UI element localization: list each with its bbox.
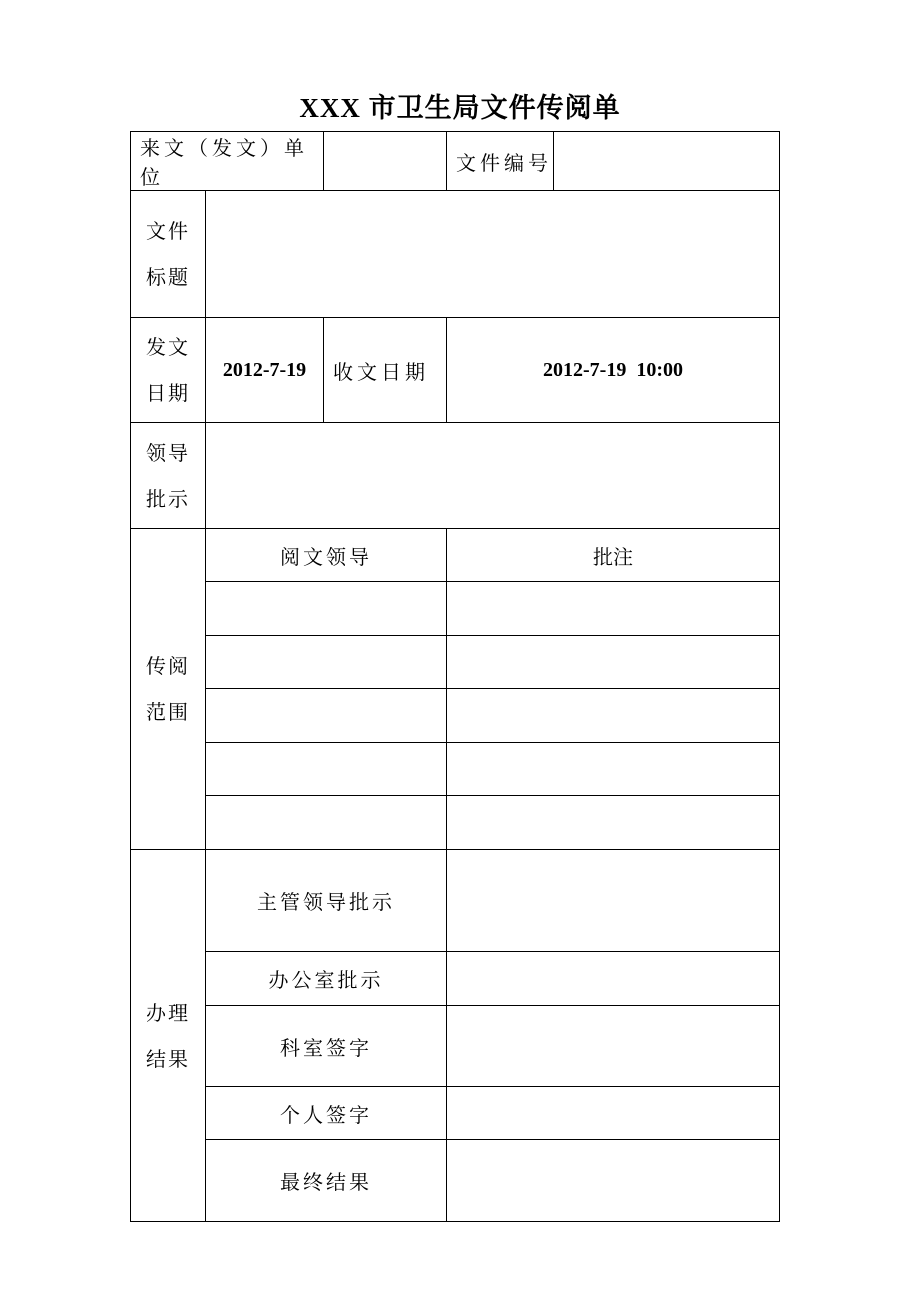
- row-dates: [131, 318, 780, 423]
- result-row-label: 科室签字: [206, 1006, 447, 1087]
- doc-number-field[interactable]: [554, 132, 780, 191]
- circulation-header-leader: 阅文领导: [206, 529, 447, 582]
- result-label-line2: 结果: [146, 1046, 190, 1071]
- doc-title-label-line1: 文件: [146, 219, 190, 243]
- circulation-form-table: [130, 131, 780, 1222]
- result-row-label: 办公室批示: [206, 952, 447, 1006]
- circulation-row: [131, 743, 780, 796]
- circulation-header-row: [131, 529, 780, 582]
- result-row-field[interactable]: [447, 952, 780, 1006]
- doc-title-field[interactable]: [206, 191, 780, 318]
- circulation-note-field[interactable]: [447, 796, 780, 850]
- circulation-header-note: 批注: [447, 529, 780, 582]
- circulation-leader-field[interactable]: [206, 636, 447, 689]
- circulation-row: [131, 636, 780, 689]
- circulation-label-line1: 传阅: [146, 654, 190, 678]
- circulation-leader-field[interactable]: [206, 796, 447, 850]
- circulation-label-line2: 范围: [146, 700, 190, 724]
- result-row: [131, 1006, 780, 1087]
- result-row-label: 主管领导批示: [206, 850, 447, 952]
- doc-number-label: 文件编号: [447, 132, 554, 191]
- result-row-field[interactable]: [447, 1140, 780, 1222]
- send-date-label-line2: 日期: [146, 381, 190, 405]
- source-unit-label: 来文（发文）单位: [131, 132, 324, 191]
- circulation-note-field[interactable]: [447, 582, 780, 636]
- receive-date-value[interactable]: 2012-7-19 10:00: [447, 318, 780, 423]
- result-row-field[interactable]: [447, 1006, 780, 1087]
- page-title: XXX 市卫生局文件传阅单: [299, 93, 621, 123]
- circulation-leader-field[interactable]: [206, 689, 447, 743]
- result-row: [131, 952, 780, 1006]
- circulation-note-field[interactable]: [447, 636, 780, 689]
- result-row-label: 个人签字: [206, 1087, 447, 1140]
- doc-title-label-line2: 标题: [146, 265, 190, 289]
- circulation-leader-field[interactable]: [206, 743, 447, 796]
- send-date-value[interactable]: 2012-7-19: [206, 318, 324, 423]
- receive-date-label: 收文日期: [324, 318, 447, 423]
- leader-instruction-label-line2: 批示: [146, 486, 190, 511]
- circulation-leader-field[interactable]: [206, 582, 447, 636]
- row-leader-instruction: [131, 423, 780, 529]
- result-label: [131, 850, 206, 1222]
- circulation-label: [131, 529, 206, 850]
- result-row: [131, 1140, 780, 1222]
- row-source-unit: [131, 132, 780, 191]
- doc-title-label: [131, 191, 206, 318]
- source-unit-field[interactable]: [324, 132, 447, 191]
- send-date-label-line1: 发文: [146, 335, 190, 359]
- result-row-field[interactable]: [447, 850, 780, 952]
- circulation-row: [131, 796, 780, 850]
- leader-instruction-field[interactable]: [206, 423, 780, 529]
- result-row: [131, 1087, 780, 1140]
- result-row-field[interactable]: [447, 1087, 780, 1140]
- circulation-row: [131, 582, 780, 636]
- result-row: [131, 850, 780, 952]
- leader-instruction-label-line1: 领导: [146, 440, 190, 465]
- circulation-note-field[interactable]: [447, 689, 780, 743]
- result-row-label: 最终结果: [206, 1140, 447, 1222]
- circulation-row: [131, 689, 780, 743]
- leader-instruction-label: [131, 423, 206, 529]
- row-doc-title: [131, 191, 780, 318]
- send-date-label: [131, 318, 206, 423]
- circulation-note-field[interactable]: [447, 743, 780, 796]
- result-label-line1: 办理: [146, 1000, 190, 1025]
